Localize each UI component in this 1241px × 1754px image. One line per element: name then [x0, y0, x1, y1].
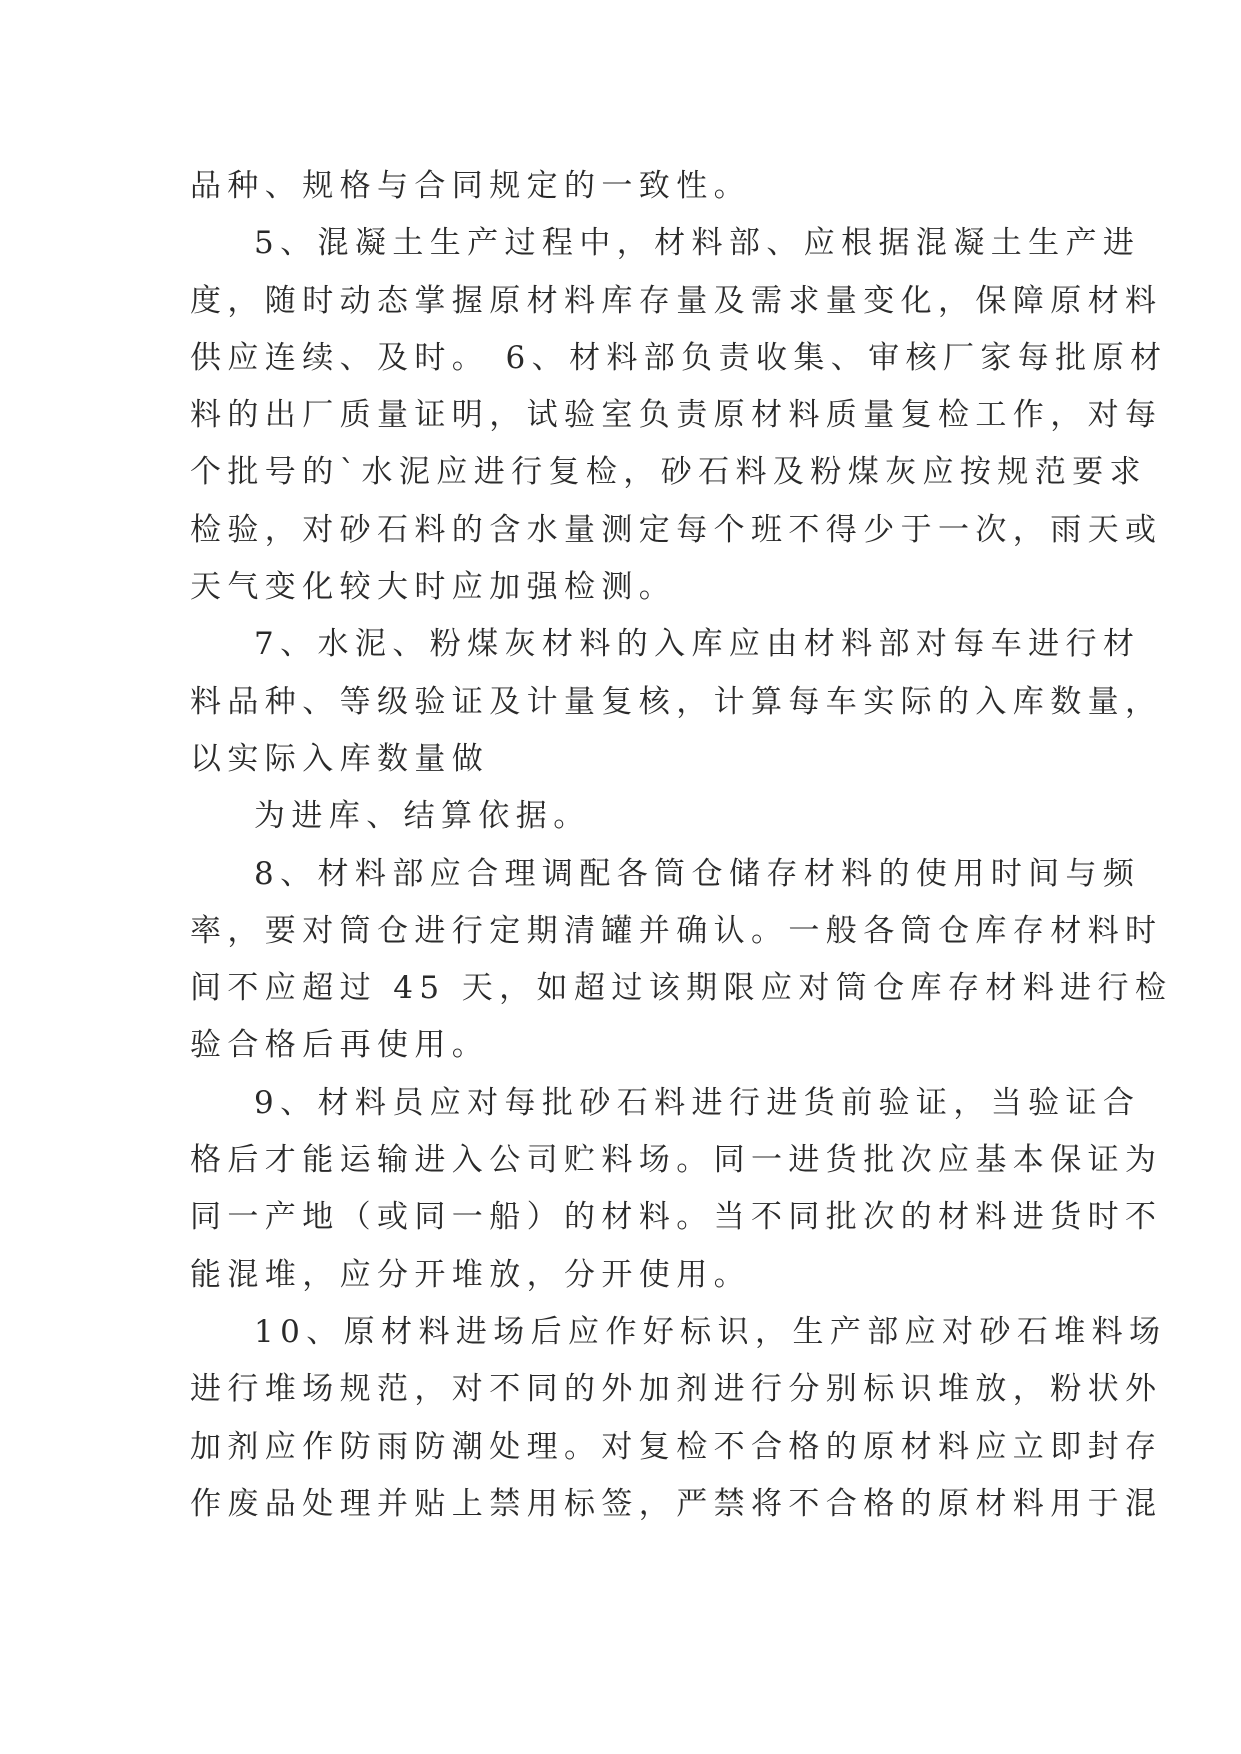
text-line: 料的出厂质量证明，试验室负责原材料质量复检工作，对每 [190, 397, 1163, 434]
text-line: 9、材料员应对每批砂石料进行进货前验证，当验证合 [254, 1084, 1141, 1121]
body-text [190, 158, 1173, 1533]
text-line: 进行堆场规范，对不同的外加剂进行分别标识堆放，粉状外 [190, 1371, 1163, 1408]
text-line: 率，要对筒仓进行定期清罐并确认。一般各筒仓库存材料时 [190, 912, 1163, 949]
text-line: 格后才能运输进入公司贮料场。同一进货批次应基本保证为 [190, 1142, 1163, 1179]
text-line: 5、混凝土生产过程中，材料部、应根据混凝土生产进 [254, 225, 1141, 262]
text-line: 以实际入库数量做 [190, 740, 490, 777]
text-line: 7、水泥、粉煤灰材料的入库应由材料部对每车进行材 [254, 626, 1141, 663]
text-line: 供应连续、及时。 6、材料部负责收集、审核厂家每批原材 [190, 339, 1168, 376]
text-line: 为进库、结算依据。 [254, 798, 591, 835]
text-line: 加剂应作防雨防潮处理。对复检不合格的原材料应立即封存 [190, 1428, 1163, 1465]
text-line: 度，随时动态掌握原材料库存量及需求量变化，保障原材料 [190, 282, 1163, 319]
text-line: 检验，对砂石料的含水量测定每个班不得少于一次，雨天或 [190, 511, 1163, 548]
text-line: 验合格后再使用。 [190, 1027, 490, 1064]
text-line: 能混堆，应分开堆放，分开使用。 [190, 1256, 751, 1293]
text-line: 作废品处理并贴上禁用标签，严禁将不合格的原材料用于混 [190, 1485, 1163, 1522]
text-line: 个批号的`水泥应进行复检，砂石料及粉煤灰应按规范要求 [190, 454, 1147, 491]
text-line: 间不应超过 45 天，如超过该期限应对筒仓库存材料进行检 [190, 970, 1173, 1007]
text-line: 料品种、等级验证及计量复核，计算每车实际的入库数量， [190, 683, 1163, 720]
text-line: 同一产地（或同一船）的材料。当不同批次的材料进货时不 [190, 1199, 1163, 1236]
text-line: 天气变化较大时应加强检测。 [190, 569, 677, 606]
text-line: 品种、规格与合同规定的一致性。 [190, 168, 751, 204]
text-line: 10、原材料进场后应作好标识，生产部应对砂石堆料场 [254, 1313, 1167, 1350]
text-line: 8、材料部应合理调配各筒仓储存材料的使用时间与频 [254, 855, 1141, 892]
